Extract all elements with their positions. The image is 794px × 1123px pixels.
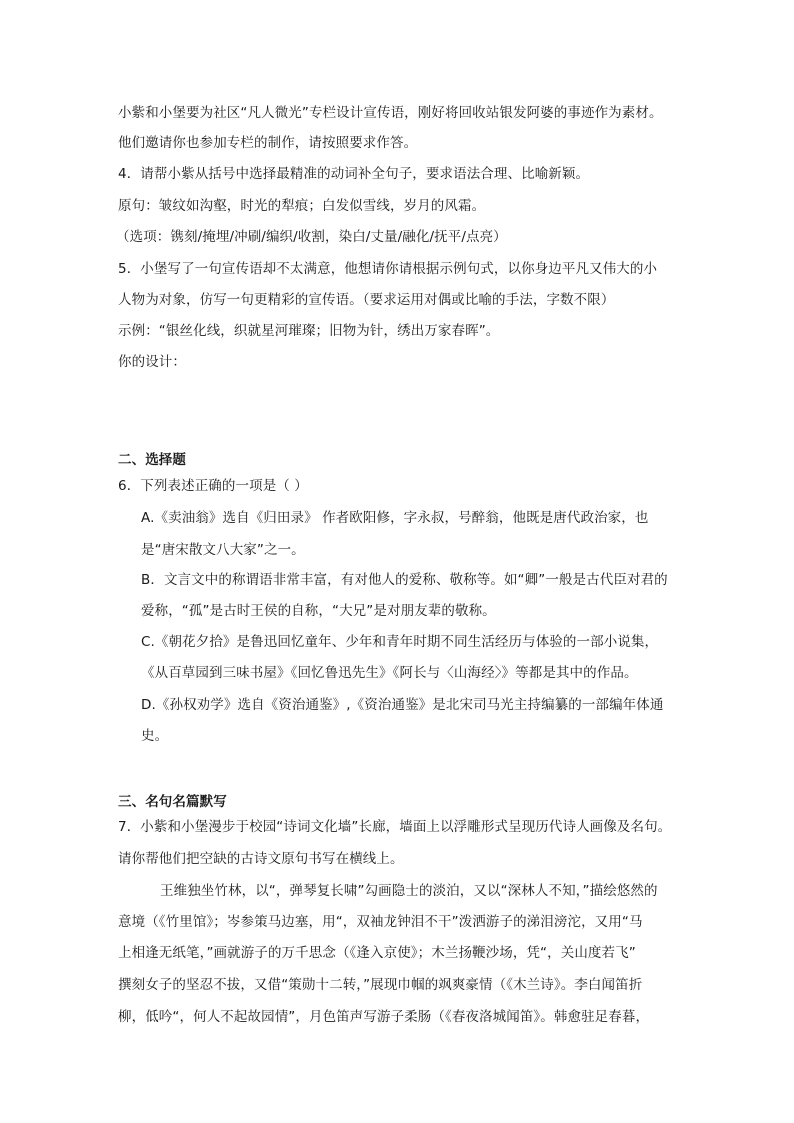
question-4-prompt: 4．请帮小紫从括号中选择最精准的动词补全句子，要求语法合理、比喻新颖。	[118, 166, 590, 182]
question-5-design-label: 你的设计：	[118, 354, 186, 370]
option-b-line-1: B．文言文中的称谓语非常丰富，有对他人的爱称、敬称等。如“卿”一般是古代臣对君的	[141, 572, 668, 588]
option-b-line-2: 爱称，“孤”是古时王侯的自称，“大兄”是对朋友辈的敬称。	[141, 603, 496, 619]
option-c-line-2: 《从百草园到三味书屋》《回忆鲁迅先生》《阿长与〈山海经〉》等都是其中的作品。	[141, 665, 638, 681]
option-d-line-2: 史。	[141, 728, 169, 744]
question-4-options: （选项：镌刻/掩埋/冲刷/编织/收割，染白/丈量/融化/抚平/点亮）	[116, 229, 507, 245]
option-d-line-1: D.《孙权劝学》选自《资治通鉴》,《资治通鉴》是北宋司马光主持编纂的一部编年体通	[141, 697, 664, 713]
option-c-line-1: C.《朝花夕拾》是鲁迅回忆童年、少年和青年时期不同生活经历与体验的一部小说集，	[141, 634, 659, 650]
section-2-heading: 二、选择题	[118, 452, 186, 468]
section-3-heading: 三、名句名篇默写	[118, 794, 227, 810]
question-5-line-2: 人物为对象，仿写一句更精彩的宣传语。（要求运用对偶或比喻的手法，字数不限）	[118, 292, 615, 308]
question-4-original-sentence: 原句：皱纹如沟壑，时光的犁痕；白发似雪线，岁月的风霜。	[118, 198, 486, 214]
fill-in-paragraph-line-1: 王维独坐竹林，以“，弹琴复长啸”勾画隐士的淡泊，又以“深林人不知，”描绘悠然的	[160, 883, 658, 899]
question-5-line-1: 5．小堡写了一句宣传语却不太满意，他想请你请根据示例句式，以你身边平凡又伟大的小	[118, 261, 658, 277]
question-7-line-2: 请你帮他们把空缺的古诗文原句书写在横线上。	[118, 851, 404, 867]
question-6-prompt: 6．下列表述正确的一项是（ ）	[118, 478, 308, 494]
fill-in-paragraph-line-3: 上相逢无纸笔，”画就游子的万千思念（《逢入京使》；木兰扬鞭沙场，凭“，关山度若飞”	[118, 945, 636, 961]
fill-in-paragraph-line-4: 撰刻女子的坚忍不拔，又借“策勋十二转，”展现巾帼的飒爽豪情（《木兰诗》。李白闻笛折	[118, 977, 643, 993]
option-a-line-2: 是“唐宋散文八大家”之一。	[141, 542, 305, 558]
option-a-line-1: A.《卖油翁》选自《归田录》 作者欧阳修，字永叔，号醉翁，他既是唐代政治家，也	[141, 510, 649, 526]
question-5-example: 示例：“银丝化线，织就星河璀璨；旧物为针，绣出万家春晖”。	[118, 323, 500, 339]
intro-line-1: 小紫和小堡要为社区“凡人微光”专栏设计宣传语，刚好将回收站银发阿婆的事迹作为素材。	[118, 105, 663, 121]
intro-line-2: 他们邀请你也参加专栏的制作，请按照要求作答。	[118, 135, 418, 151]
fill-in-paragraph-line-2: 意境（《竹里馆》；岑参策马边塞，用“，双袖龙钟泪不干”泼洒游子的涕泪滂沱，又用“马	[118, 914, 643, 930]
question-7-line-1: 7．小紫和小堡漫步于校园“诗词文化墙”长廊，墙面上以浮雕形式呈现历代诗人画像及名句。	[118, 819, 672, 835]
fill-in-paragraph-line-5: 柳，低吟“，何人不起故园情”，月色笛声写游子柔肠（《春夜洛城闻笛》。韩愈驻足春暮，	[118, 1009, 650, 1025]
